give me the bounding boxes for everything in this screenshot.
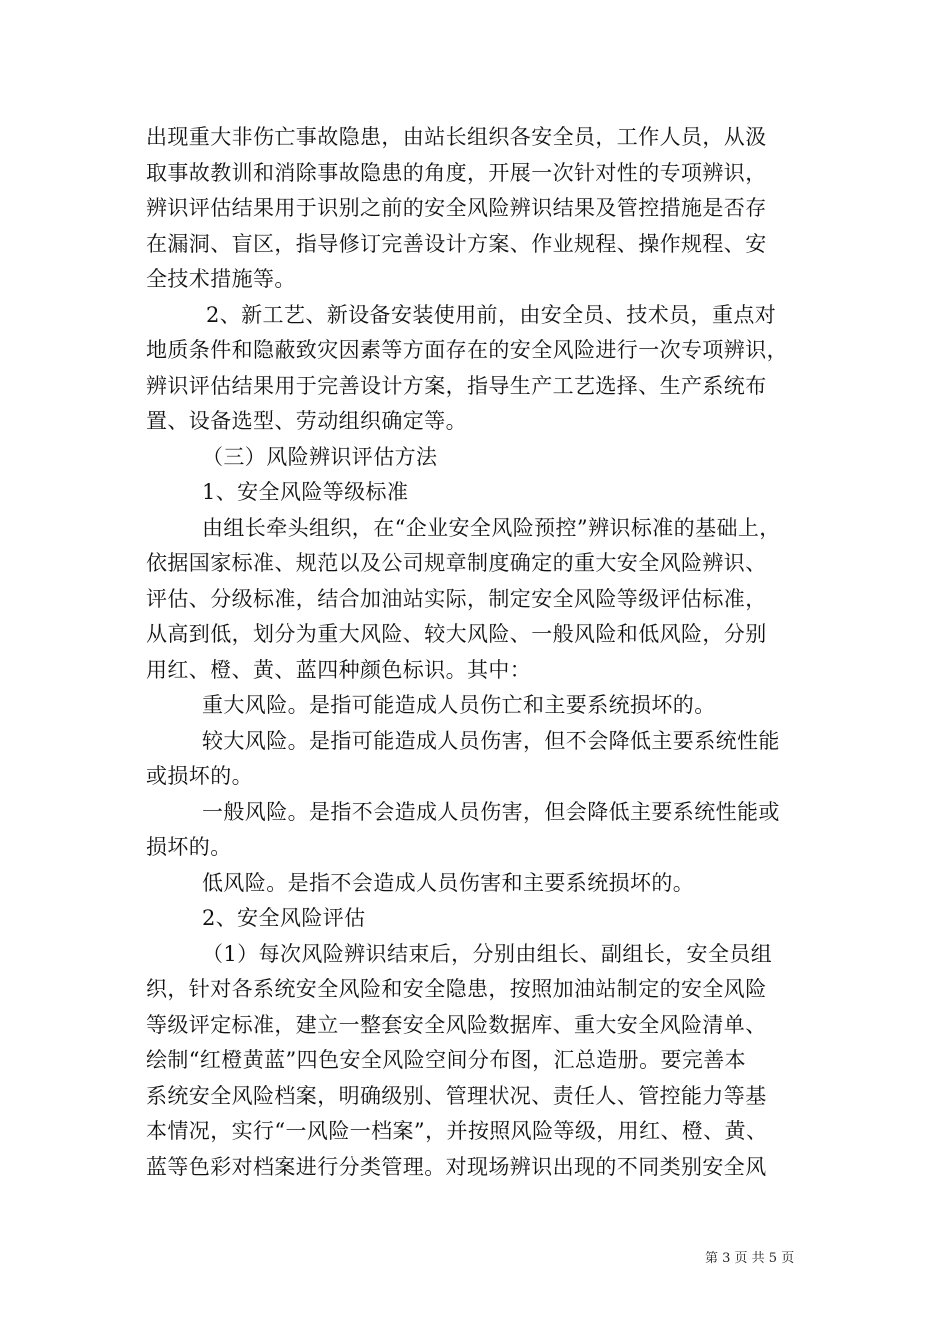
text-line: 织，针对各系统安全风险和安全隐患，按照加油站制定的安全风险 [146,977,767,1001]
section-heading: （三）风险辨识评估方法 [202,444,438,469]
text-line: 蓝等色彩对档案进行分类管理。对现场辨识出现的不同类别安全风 [146,1154,767,1179]
text-line: 从高到低，划分为重大风险、较大风险、一般风险和低风险，分别 [146,622,767,646]
text-line: 系统安全风险档案，明确级别、管理状况、责任人、管控能力等基 [146,1083,767,1108]
text-line: 依据国家标准、规范以及公司规章制度确定的重大安全风险辨识、 [146,551,767,575]
text-line: 较大风险。是指可能造成人员伤害，但不会降低主要系统性能 [202,728,780,753]
text-line: 一般风险。是指不会造成人员伤害，但会降低主要系统性能或 [202,799,780,824]
text-line: 2、新工艺、新设备安装使用前，由安全员、技术员，重点对 [206,302,777,327]
text-line: 出现重大非伤亡事故隐患，由站长组织各安全员，工作人员，从汲 [146,125,767,149]
text-line: 损坏的。 [146,835,232,859]
document-body [146,120,816,1185]
text-line: 重大风险。是指可能造成人员伤亡和主要系统损坏的。 [202,693,716,717]
text-line: 辨识评估结果用于完善设计方案，指导生产工艺选择、生产系统布 [146,373,767,398]
text-line: 绘制“红橙黄蓝”四色安全风险空间分布图，汇总造册。要完善本 [146,1048,747,1072]
text-line: 辨识评估结果用于识别之前的安全风险辨识结果及管控措施是否存 [146,196,767,220]
subsection-heading: 2、安全风险评估 [202,906,366,930]
text-line: 本情况，实行“一风险一档案”，并按照风险等级，用红、橙、黄、 [146,1119,768,1143]
text-line: 全技术措施等。 [146,267,296,291]
text-line: 或损坏的。 [146,764,253,788]
page-number: 第 3 页 共 5 页 [705,1251,795,1266]
text-line: 等级评定标准，建立一整套安全风险数据库、重大安全风险清单、 [146,1012,767,1037]
text-line: 置、设备选型、劳动组织确定等。 [146,409,467,433]
text-line: （1）每次风险辨识结束后，分别由组长、副组长，安全员组 [202,941,773,966]
text-line: 由组长牵头组织，在“企业安全风险预控”辨识标准的基础上， [202,515,781,540]
text-line: 评估、分级标准，结合加油站实际，制定安全风险等级评估标准， [146,586,767,611]
text-line: 用红、橙、黄、蓝四种颜色标识。其中： [146,657,532,682]
text-line: 地质条件和隐蔽致灾因素等方面存在的安全风险进行一次专项辨识， [146,338,788,362]
text-line: 在漏洞、盲区，指导修订完善设计方案、作业规程、操作规程、安 [146,231,767,256]
text-line: 低风险。是指不会造成人员伤害和主要系统损坏的。 [202,870,695,895]
text-line: 取事故教训和消除事故隐患的角度，开展一次针对性的专项辨识， [146,160,767,185]
subsection-heading: 1、安全风险等级标准 [202,480,409,504]
